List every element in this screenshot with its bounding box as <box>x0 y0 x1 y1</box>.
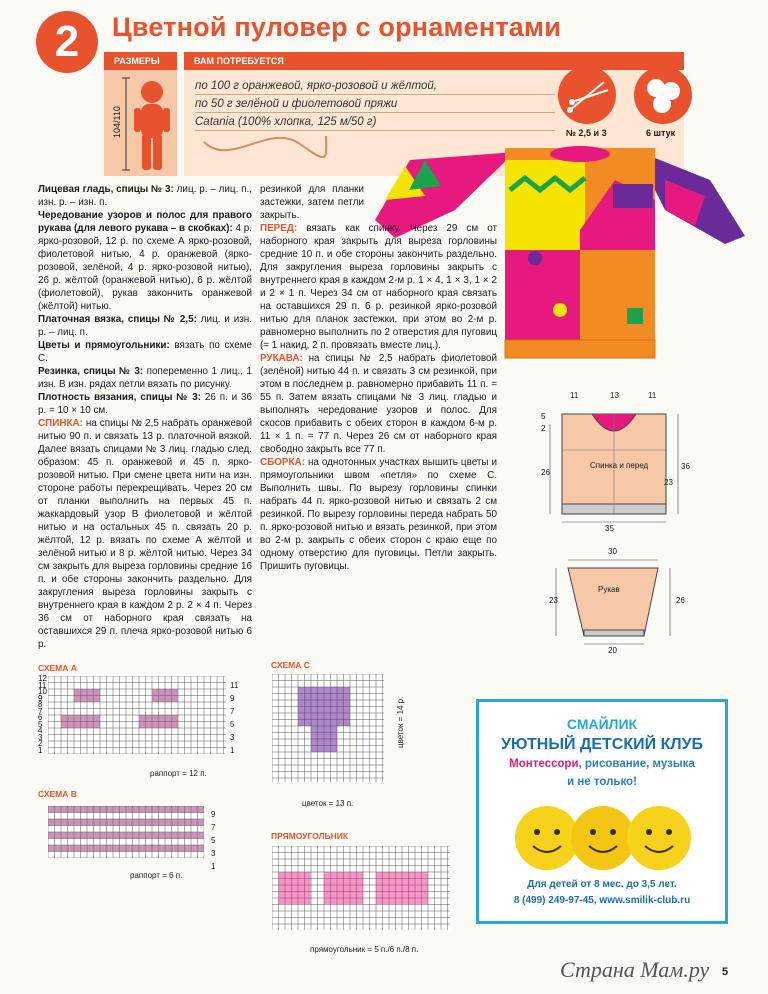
schema-a-row-right-1: 1 <box>230 746 235 755</box>
schema-c-title: СХЕМА С <box>271 660 310 670</box>
para-garter: Платочная вязка, спицы № 2,5: лиц. и изн. р. – лиц. п. <box>38 314 253 338</box>
needles-label: № 2,5 и 3 <box>566 128 607 138</box>
para-back: СПИНКА: на спицы № 2,5 набрать оранжевой нитью 90 п. и связать 13 р. платочной вязкой. Далее вязать спицами № 3 лиц. гладью след. образом: 45 п. оранжевой и 45 п. ярко-розовой нитью. При смене цвета нити на изн. стороне работы перекрещивать. Через 20 см от планки выполнить на первых 45 п. жаккардовый узор В фиолетовой и жёлтой нитью и на остальных 45 п. связать 20 р. жёлтой, 12 р. вязать по схеме А жёлтой и зелёной нитью и 8 р. жёлтой нитью. Через 34 см закрыть для выреза горловины средние 16 п. и обе стороны закончить раздельно. Для закругления выреза горловины закрыть с внутреннего края в каждом 2 р. 2 × 4 п. Через 36 см от наборного края связать на оставшихся 29 п. плеча ярко-розовой нитью 6 р. <box>38 418 252 650</box>
size-value: 104/110 <box>112 106 122 138</box>
dim-sleeve-left-23: 23 <box>549 596 558 605</box>
dim-top-11b: 11 <box>648 391 657 400</box>
schema-a-row-left-1: 1 <box>38 745 43 755</box>
para-back-end: резинкой для планки застежки, затем петли закрыть. <box>260 184 364 221</box>
watermark: Страна Мам.ру <box>560 957 710 982</box>
schema-a-repeat: раппорт = 12 п. <box>150 769 207 778</box>
schema-a-row-left-10: 10 <box>38 687 47 696</box>
schema-a-row-left-11: 11 <box>38 680 47 690</box>
left-text-column <box>38 183 252 651</box>
schema-c-flower: цветок = 13 п. <box>302 799 354 808</box>
schema-a-row-right-11: 11 <box>230 681 239 690</box>
buttons-label: 6 штук <box>646 128 676 138</box>
schema-a-row-left-9: 9 <box>38 693 43 703</box>
para-front: ПЕРЕД: вязать как спинку. Через 29 см от наборного края закрыть для выреза горловины средние 10 п. и обе стороны закончить раздельно. Для закругления выреза горловины закрыть с внутреннего края в каждом 2-м р. 1 × 4, 1 × 3, 1 × 2 и 2 × 1 п. Через 34 см от наборного края связать на оставшихся 29 п. 6 р. резинкой ярко-розовой нитью для планок застежки, при этом во 2-м р. равномерно выполнить по 2 отверстия для пуговиц (= 1 накид, 2 п. провязать вместе лиц.). <box>260 223 497 351</box>
dim-sleeve-right-26: 26 <box>676 596 685 605</box>
middle-text-column <box>260 183 497 573</box>
schema-b-grid <box>48 806 208 866</box>
dim-sleeve-bottom-20: 20 <box>608 646 617 655</box>
schema-a-row-left-12: 12 <box>38 674 47 683</box>
materials-line-1: по 100 г оранжевой, ярко-розовой и жёлтой, <box>195 80 555 95</box>
materials-tab: ВАМ ПОТРЕБУЕТСЯ <box>184 52 684 70</box>
ad-contact[interactable]: 8 (499) 249-97-45, www.smilik-club.ru <box>513 895 691 906</box>
rect-schema-grid <box>272 846 452 936</box>
schema-a-row-left-7: 7 <box>38 706 43 716</box>
schema-a-grid <box>48 676 228 766</box>
schema-a-row-left-4: 4 <box>38 726 43 735</box>
rect-schema-title: ПРЯМОУГОЛЬНИК <box>271 831 349 841</box>
schema-b-row-right-5: 5 <box>211 836 216 845</box>
schema-a-row-right-9: 9 <box>230 694 235 703</box>
para-stitch: Лицевая гладь, спицы № 3: лиц. р. – лиц. п., изн. р. – изн. п. <box>38 184 252 208</box>
schema-a-row-left-8: 8 <box>38 700 43 709</box>
schema-a-row-right-7: 7 <box>230 707 235 716</box>
page-number: 5 <box>722 966 729 978</box>
schema-b-row-right-3: 3 <box>211 849 216 858</box>
schema-a-row-right-5: 5 <box>230 720 235 729</box>
para-gauge: Плотность вязания, спицы № 3: 26 п. и 36 р. = 10 × 10 см. <box>38 392 252 416</box>
buttons-icon <box>634 66 692 124</box>
schema-c-grid <box>272 674 392 784</box>
para-flowers: Цветы и прямоугольники: вязать по схеме С. <box>38 340 252 364</box>
schema-b-row-right-1: 1 <box>211 862 216 871</box>
dim-left-2: 2 <box>541 424 546 433</box>
para-rib: Резинка, спицы № 3: попеременно 1 лиц., 1 изн. В изн. рядах петли вязать по рисунку. <box>38 366 252 390</box>
para-alternation: Чередование узоров и полос для правого рукава (для левого рукава – в скобках): 4 р. ярко-розовой, 12 р. по схеме А ярко-розовой, фиолетовой нитью, 4 р. оранжевой (ярко-розовой, зелёной, 4 р. ярко-розовой нитью), 26 р. жёлтой (оранжевой нитью), 6 р. жёлтой (фиолетовой), рукав закончить оранжевой (жёлтой) нитью. <box>38 210 252 312</box>
schema-c-flower-rows: цветок = 14 р. <box>396 696 405 748</box>
dim-sleeve-top-30: 30 <box>608 547 617 556</box>
dim-bottom-35: 35 <box>605 524 614 533</box>
dim-left-5: 5 <box>541 412 546 421</box>
ad-line-1: Монтессори, рисование, музыка <box>509 758 695 770</box>
page-title: Цветной пуловер с орнаментами <box>112 12 561 42</box>
ad-banner[interactable] <box>476 699 728 924</box>
materials-line-3: Catania (100% хлопка, 125 м/50 г) <box>195 116 555 131</box>
schema-a-row-left-5: 5 <box>38 719 43 729</box>
ad-brand: СМАЙЛИК <box>566 716 638 732</box>
schema-a-row-right-3: 3 <box>230 733 235 742</box>
para-sleeves: РУКАВА: на спицы № 2,5 набрать фиолетовой (зелёной) нитью 44 п. и связать 3 см резинкой, при этом в последнем р. равномерно прибавить 11 п. = 55 п. Затем вязать спицами № 3 лиц. гладью и выполнять чередование узоров и полос. Для скосов прибавить с обеих сторон в каждом 6-м р. 11 × 1 п. = 77 п. Через 26 см от наборного края свободно закрыть все 77 п. <box>260 353 497 455</box>
ad-age: Для детей от 8 мес. до 3,5 лет. <box>527 879 677 890</box>
needles-icon <box>558 66 616 124</box>
dim-right-36: 36 <box>681 462 690 471</box>
materials-line-2: по 50 г зелёной и фиолетовой пряжи <box>195 98 555 113</box>
section-number: 2 <box>36 11 98 73</box>
schema-b-row-right-7: 7 <box>211 823 216 832</box>
ad-headline: УЮТНЫЙ ДЕТСКИЙ КЛУБ <box>500 736 704 753</box>
dim-right-23: 23 <box>664 478 673 487</box>
smiley-balls-icon <box>507 796 697 876</box>
sizes-tab: РАЗМЕРЫ <box>104 52 177 70</box>
pattern-diagram <box>540 388 700 653</box>
dim-top-11a: 11 <box>570 391 579 400</box>
body-piece-label: Спинка и перед <box>590 461 649 470</box>
yarn-thread-icon <box>200 128 330 164</box>
rect-schema-label: прямоугольник = 5 п./6 п./8 п. <box>310 945 419 954</box>
schema-a-row-left-2: 2 <box>38 739 43 748</box>
schema-b-repeat: раппорт = 6 п. <box>130 871 183 880</box>
dim-left-26: 26 <box>541 468 550 477</box>
schema-a-title: СХЕМА А <box>38 663 77 673</box>
sleeve-piece-label: Рукав <box>598 585 620 594</box>
schema-b-title: СХЕМА В <box>38 789 77 799</box>
schema-b-row-right-9: 9 <box>211 810 216 819</box>
dim-top-13: 13 <box>610 391 619 400</box>
ad-line-2: и не только! <box>567 776 637 788</box>
schema-a-row-left-3: 3 <box>38 732 43 742</box>
schema-a-row-left-6: 6 <box>38 713 43 722</box>
para-assembly: СБОРКА: на однотонных участках вышить цветы и прямоугольники швом «петля» по схеме С. Выполнить швы. По вырезу горловины спинки набрать 44 п. ярко-розовой нитью и связать 2 см резинкой. По вырезу горловины переда набрать 50 п. ярко-розовой нитью и вязать резинкой, при этом во 2-м р. закрыть с обеих сторон с краю еще по одному отверстию для пуговицы. Петли закрыть. Пришить пуговицы. <box>260 457 497 572</box>
